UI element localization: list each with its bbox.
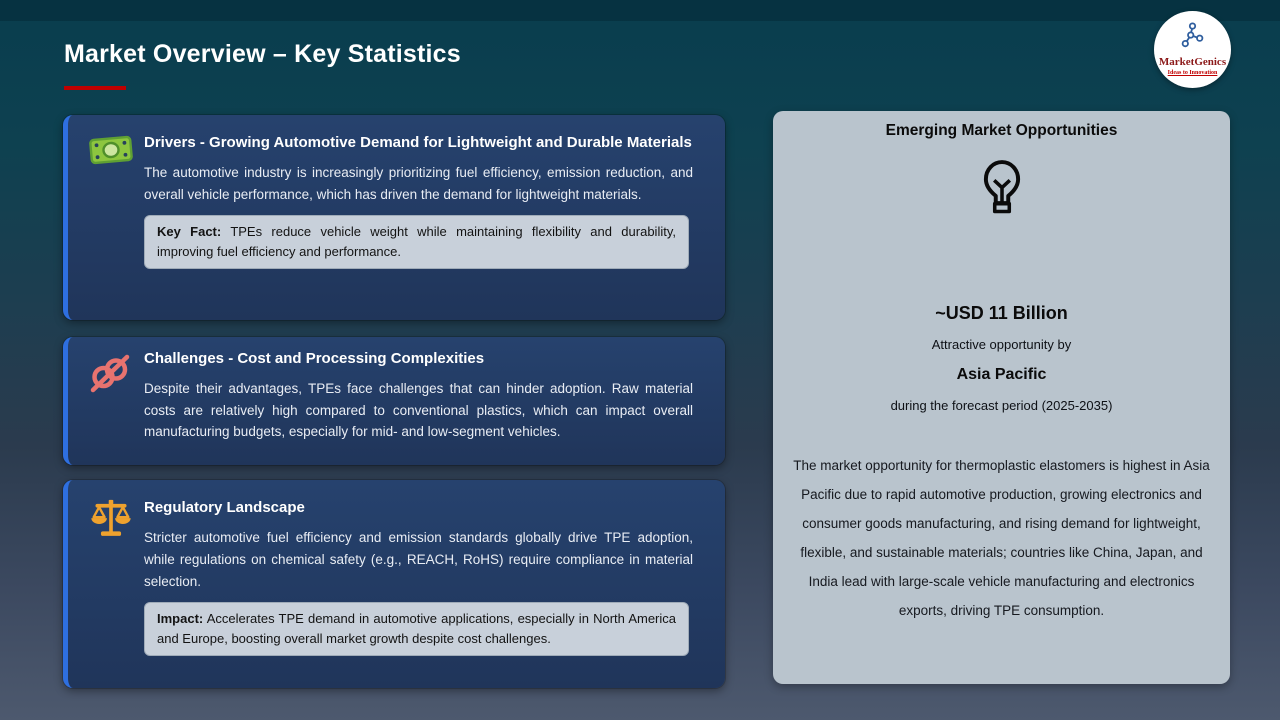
impact-label: Impact: [157, 611, 204, 626]
opportunity-description: The market opportunity for thermoplastic elastomers is highest in Asia Pacific due to rapid automotive production, growing electronics and consumer goods manufacturing, and rising demand for lightweight, flexible, and sustainable materials; countries like China, Japan, and India lead with large-scale vehicle manufacturing and electronics exports, driving TPE consumption. [793, 458, 1210, 618]
card-challenges-title: Challenges - Cost and Processing Complexities [144, 350, 485, 367]
banknote-icon [89, 133, 133, 172]
opportunity-region: Asia Pacific [956, 366, 1047, 383]
logo-tagline: Ideas to Innovation [1167, 70, 1218, 76]
card-regulatory-body: Stricter automotive fuel efficiency and emission standards globally drive TPE adoption, while regulations on chemical safety (e.g., REACH, RoHS) require compliance in material selection. [144, 530, 693, 589]
card-regulatory-content [68, 480, 725, 666]
opportunity-value: ~USD 11 Billion [935, 303, 1068, 323]
card-challenges [63, 337, 725, 465]
impact-text: Accelerates TPE demand in automotive applications, especially in North America and Europe, boosting overall market growth despite cost challenges. [157, 611, 676, 646]
opportunity-period: during the forecast period (2025-2035) [890, 398, 1113, 413]
card-drivers-content [68, 115, 725, 279]
title-underline [64, 86, 126, 90]
opportunity-caption: Attractive opportunity by [931, 337, 1072, 352]
molecule-network-icon [1179, 22, 1206, 54]
card-regulatory [63, 480, 725, 688]
card-challenges-content [68, 337, 725, 453]
opportunity-panel-title: Emerging Market Opportunities [885, 122, 1118, 139]
impact-callout [144, 602, 689, 656]
broken-link-icon [86, 349, 134, 402]
key-fact-text: TPEs reduce vehicle weight while maintaining flexibility and durability, improving fuel efficiency and performance. [157, 224, 676, 259]
logo-name: MarketGenics [1158, 56, 1227, 68]
key-fact-callout [144, 215, 689, 269]
card-drivers-title: Drivers - Growing Automotive Demand for Lightweight and Durable Materials [144, 134, 692, 151]
card-challenges-body: Despite their advantages, TPEs face challenges that can hinder adoption. Raw material costs are relatively high compared to conventional plastics, which can impact overall manufacturing budgets, especially for mid- and low-segment vehicles. [144, 381, 693, 439]
lightbulb-icon [773, 155, 1230, 219]
opportunity-panel [773, 111, 1230, 684]
marketgenics-logo [1154, 11, 1231, 88]
top-accent-bar [0, 0, 1280, 21]
card-regulatory-title: Regulatory Landscape [144, 499, 305, 516]
key-fact-label: Key Fact: [157, 224, 222, 239]
card-drivers-body: The automotive industry is increasingly prioritizing fuel efficiency, emission reduction, and overall vehicle performance, which has driven the demand for lightweight materials. [144, 165, 693, 202]
card-drivers [63, 115, 725, 320]
page-title: Market Overview – Key Statistics [64, 40, 461, 68]
scales-icon [90, 496, 132, 547]
